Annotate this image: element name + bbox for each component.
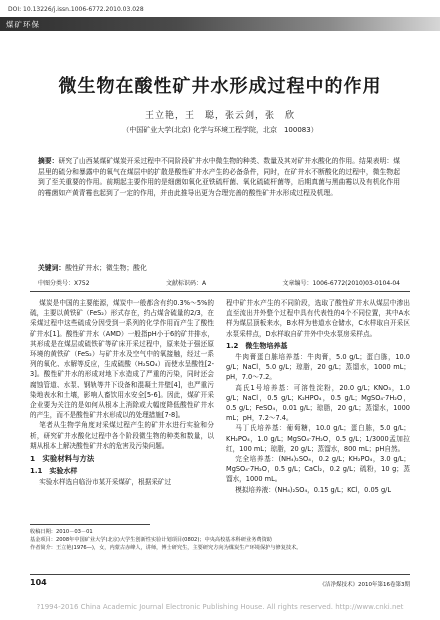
paper-authors: 王立艳，王 聪，张云剑，张 欣 — [144, 111, 295, 121]
abstract — [38, 156, 400, 198]
footnote — [30, 528, 410, 552]
header-divider — [30, 291, 410, 292]
section-banner — [0, 17, 440, 31]
subsection-heading-1-2: 1.2 微生物培养基 — [226, 341, 288, 350]
left-column — [30, 298, 214, 488]
continued-paragraph: 程中矿井水产生的不同阶段，选取了酸性矿井水从煤层中渗出直至流出井外整个过程中具有代表性的4个不同位置，其中A水样为煤层顶板来水，B水样为巷道水仓储水，C水样取自开采区水泵采样点，D水样取自矿井外中央水泵房采样点。 — [226, 299, 410, 338]
media-paragraph-2: 高氏1号培养基：可溶性淀粉，20.0 g/L；KNO₃，1.0 g/L；NaCl，0.5 g/L；K₂HPO₄，0.5 g/L；MgSO₄·7H₂O，0.5 g/L；FeSO₄，0.01 g/L；琼脂，20 g/L；蒸馏水，1000 mL；pH，7.2～7.4。 — [226, 383, 410, 423]
copyright-watermark: ?1994-2016 China Academic Journal Electronic Publishing House. All rights reserved. http://www.cnki.net — [36, 603, 404, 611]
right-column — [226, 298, 410, 495]
journal-citation: 《洁净煤技术》2010年第16卷第3期 — [319, 582, 410, 588]
media-paragraph-4: 完全培养基：(NH₄)₂SO₄，0.2 g/L；KH₂PO₄，3.0 g/L；MgSO₄·7H₂O，0.5 g/L；CaCl₂，0.2 g/L；硫粉，10 g；蒸馏水，1000 mL。 — [226, 455, 410, 484]
footnote-received: 收稿日期：2010－03－01 — [30, 529, 93, 535]
keywords-label: 关键词： — [38, 264, 66, 272]
section-label: 煤矿环保 — [6, 20, 40, 29]
intro-paragraph-2: 笔者从生物学角度对采煤过程产生的矿井水进行实验和分析，研究矿井水酸化过程中各个阶段微生物的种类和数量，以期从根本上解决酸性矿井水的危害及污染问题。 — [30, 421, 214, 450]
footer-divider — [30, 574, 410, 575]
abstract-text: 研究了山西某煤矿煤炭开采过程中不同阶段矿井水中微生物的种类、数量及其对矿井水酸化的作用。结果表明：煤层里的硫分和暴露中的氧气在煤层中的扩散是酸性矿井水产生的必备条件，同时，在矿井水不断酸化的过程中，微生物起到了至关重要的作用。前期起主要作用的是细菌如氧化亚铁硫杆菌、氧化硫硫杆菌等，后期真菌与黑曲霉以及有机化作用的霉菌如产黄青霉也起到了一定的作用，并由此推导出更为合理完善的酸性矿井水形成过程及机理。 — [38, 157, 401, 197]
abstract-label: 摘要： — [38, 157, 59, 165]
footnote-divider — [30, 524, 150, 525]
page-number: 104 — [30, 578, 47, 587]
clc-number: 中图分类号：X752 — [38, 280, 90, 287]
keywords — [38, 262, 400, 272]
keywords-text: 酸性矿井水；微生物；酸化 — [65, 264, 147, 272]
footnote-fund: 基金项目：2008年中国矿业大学(北京)大学生创新性实验计划项目(0802)；中央高校基本科研业务费资助 — [30, 537, 272, 543]
paper-title: 微生物在酸性矿井水形成过程中的作用 — [58, 76, 382, 97]
media-paragraph-1: 牛肉膏蛋白胨培养基：牛肉膏，5.0 g/L；蛋白胨，10.0 g/L；NaCl，5.0 g/L；琼脂，20 g/L；蒸馏水，1000 mL；pH，7.0～7.2。 — [226, 353, 410, 382]
section-heading-1: 1 实验材料与方法 — [30, 454, 95, 464]
article-number: 文章编号：1006-6772(2010)03-0104-04 — [282, 280, 400, 287]
footnote-author: 作者简介：王立艳(1976—)，女，内蒙古赤峰人，讲师，博士研究生，主要研究方向为煤炭生产环境保护与修复技术。 — [30, 545, 302, 551]
intro-paragraph-1: 煤炭是中国的主要能源，煤炭中一般都含有约0.3%～5%的硫，主要以黄铁矿（FeS₂）形式存在，约占煤含硫量的2/3，在采煤过程中这些硫成分因受到一系列的化学作用而产生了酸性矿井水[1]。酸性矿井水（AMD）一般指pH小于6的矿井排水，其形成是在煤层或硫铁矿等矿床开采过程中，原来处于强还原环境的黄铁矿（FeS₂）与矿井水及空气中的氧接触，经过一系列的氧化、水解等反应，生成硫酸（H₂SO₄）而使水呈酸性[2-3]。酸性矿井水的形成对地下水造成了严重的污染，同时还会腐蚀管道、水泵、钢轨等井下设备和混凝土井壁[4]，也严重污染地表水和土壤，影响人畜饮用水安全[5-6]。因此，煤矿开采企业要为关注的是如何从根本上消除或大幅度降低酸性矿井水的产生，而不是酸性矿井水形成以的处理措施[7-8]。 — [30, 299, 214, 420]
document-code: 文献标识码：A — [165, 280, 207, 287]
media-paragraph-3: 马丁氏培养基：葡萄糖，10.0 g/L；蛋白胨，5.0 g/L；KH₂PO₄，1.0 g/L；MgSO₄·7H₂O，0.5 g/L；1/3000孟加拉红，100 mL；琼脂，20 g/L；蒸馏水，800 mL；pH自然。 — [226, 424, 410, 453]
author-affiliation: （中国矿业大学(北京) 化学与环境工程学院，北京 100083） — [122, 126, 318, 134]
sample-paragraph: 实验水样选自临汾市某开采煤矿，根据采矿过 — [39, 478, 172, 487]
media-paragraph-5: 模拟培养液：(NH₄)₂SO₄，0.15 g/L；KCl，0.05 g/L — [235, 485, 392, 494]
classification-line — [38, 278, 400, 287]
subsection-heading-1-1: 1.1 实验水样 — [30, 467, 78, 476]
doi-line: DOI: 10.13226/j.issn.1006-6772.2010.03.028 — [8, 6, 144, 13]
